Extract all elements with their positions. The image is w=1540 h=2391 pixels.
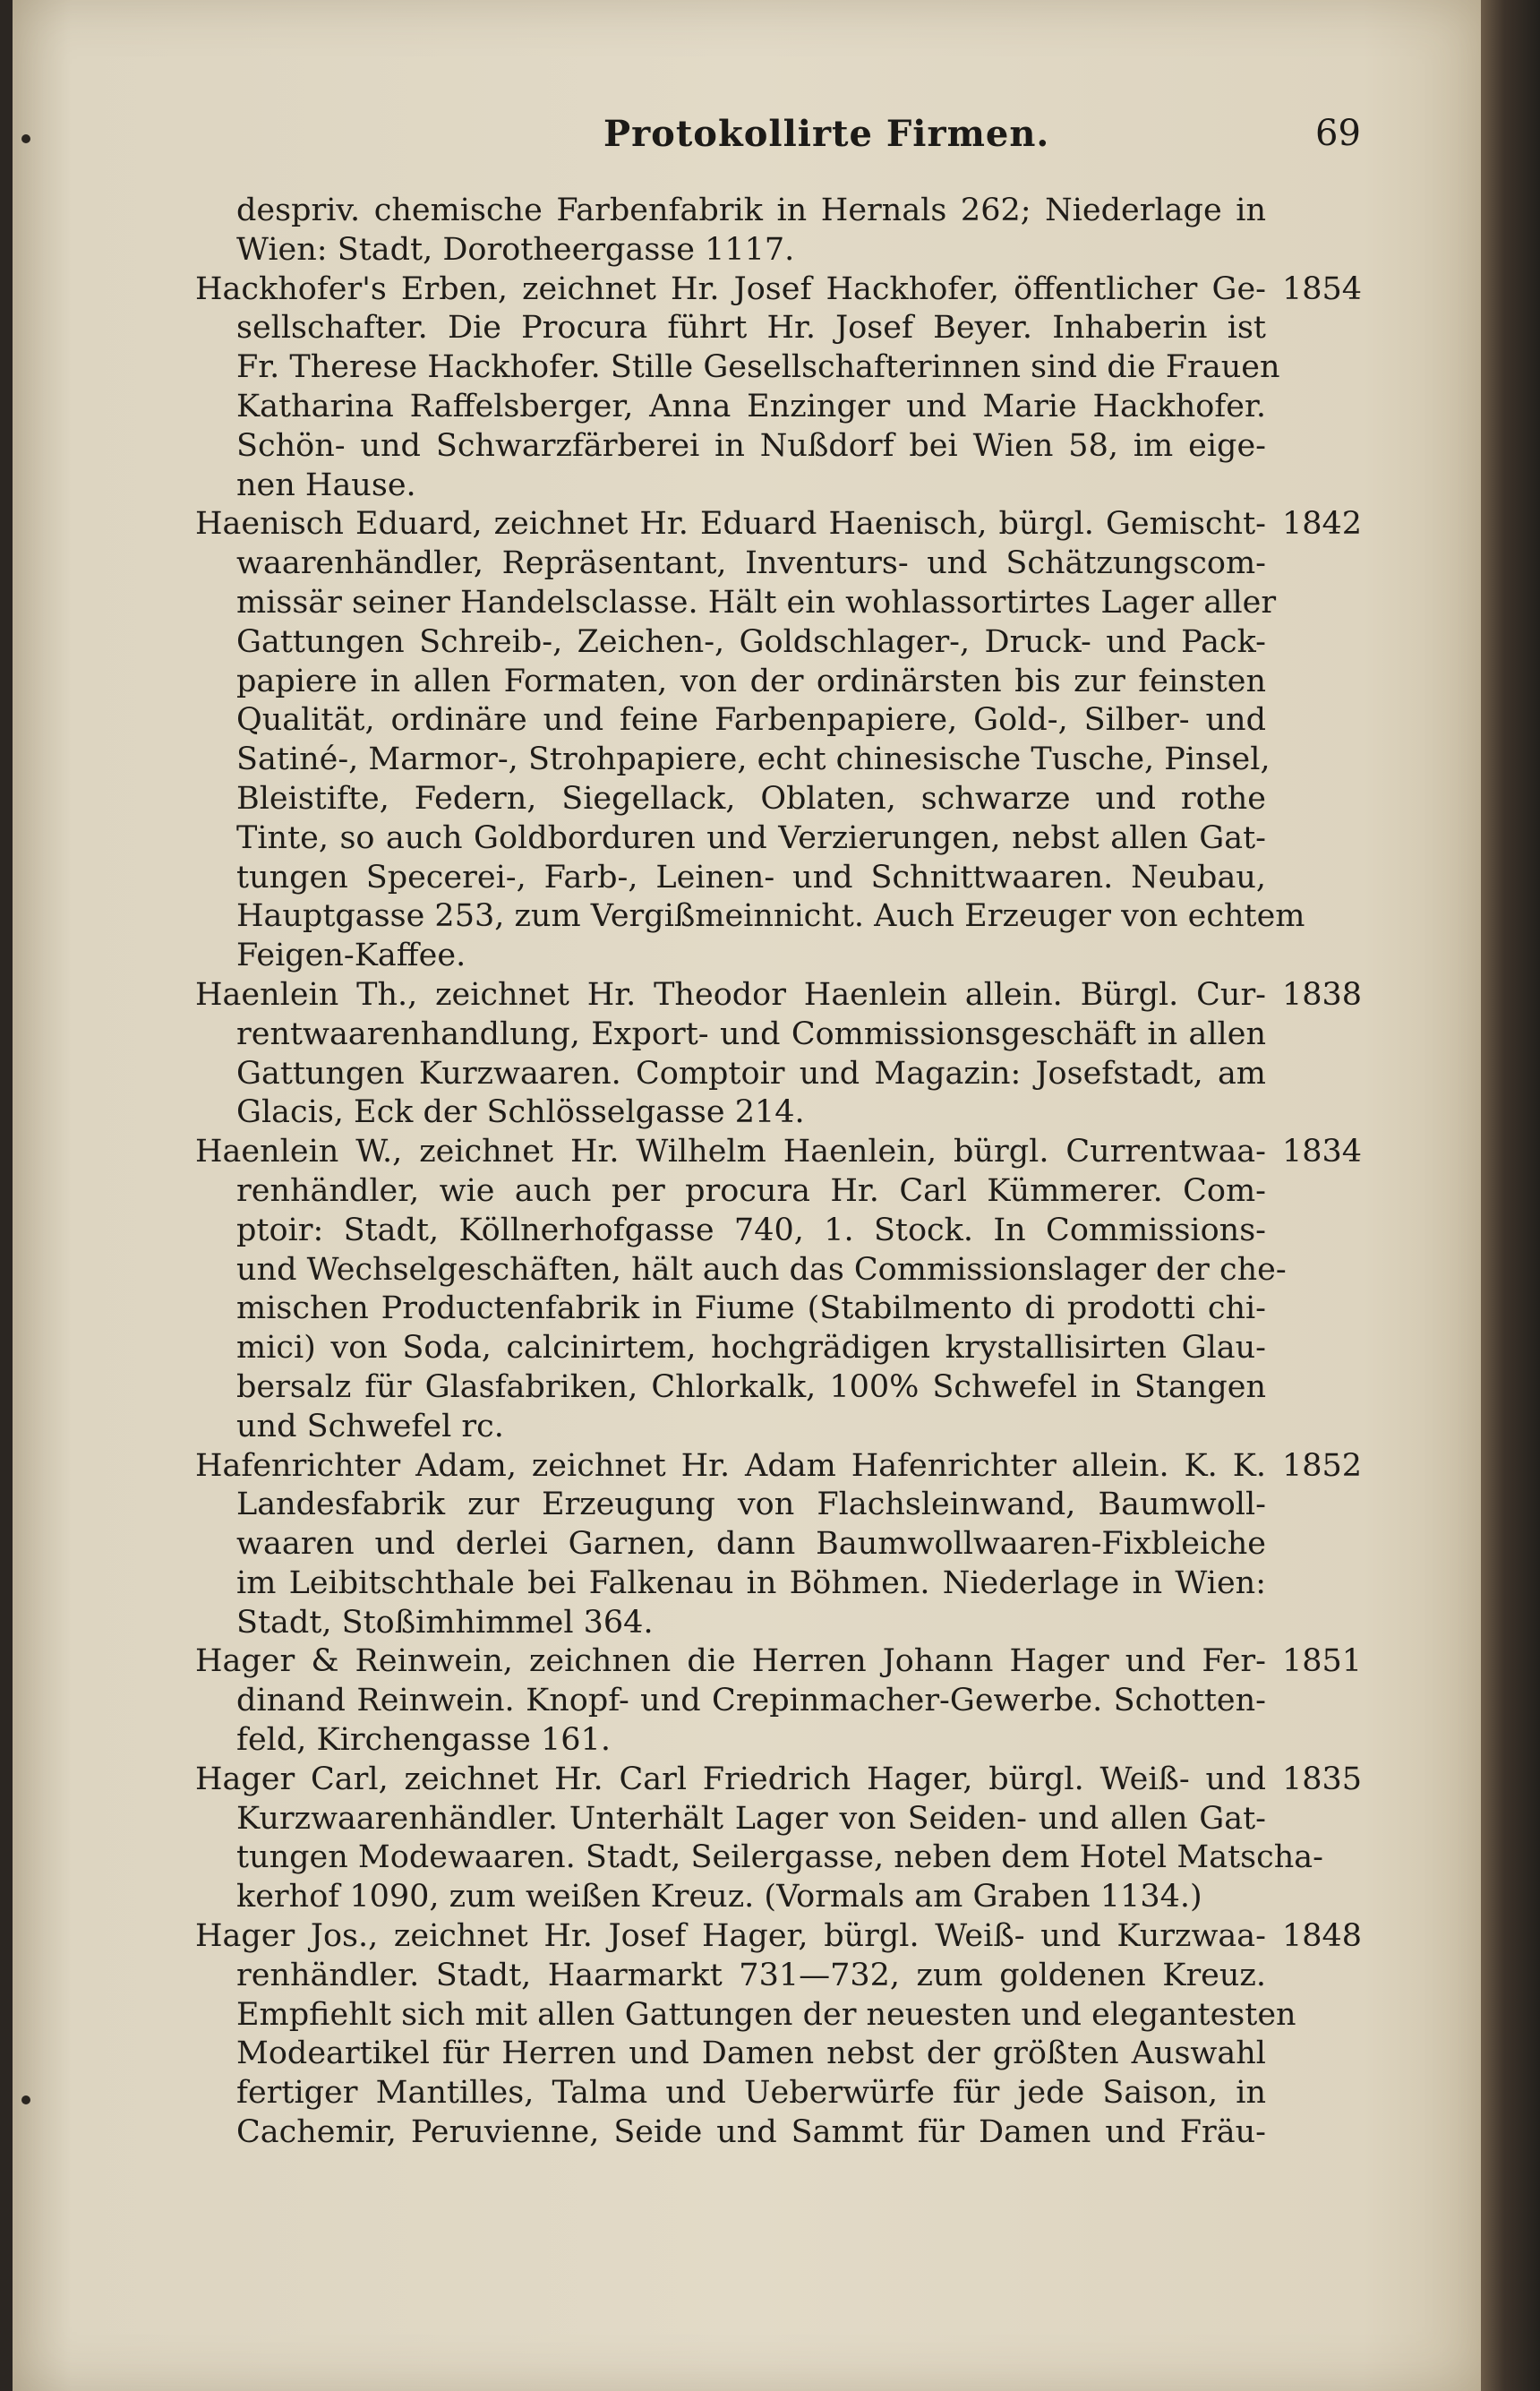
registration-year: 1851 <box>1282 1643 1363 1680</box>
entry-line <box>236 427 1266 467</box>
entry-line <box>236 1290 1266 1329</box>
page-number: 69 <box>1315 113 1361 154</box>
entry-line <box>236 192 1266 231</box>
entry-line <box>236 2113 1266 2153</box>
line-text: waaren und derlei Garnen, dann Baumwollwaaren-Fixbleiche <box>236 1526 1266 1563</box>
entry-first-line <box>195 1917 1363 1957</box>
firm-listing-text <box>195 192 1363 2153</box>
entry-line <box>236 388 1266 427</box>
line-text: papiere in allen Formaten, von der ordinärsten bis zur feinsten <box>236 663 1266 699</box>
entry-line <box>236 819 1266 859</box>
entry-line <box>236 544 1266 584</box>
line-text: Hager & Reinwein, zeichnen die Herren Johann Hager und Fer- <box>195 1643 1266 1680</box>
entry-line <box>236 2035 1266 2074</box>
line-text: Hafenrichter Adam, zeichnet Hr. Adam Hafenrichter allein. K. K. <box>195 1447 1266 1484</box>
line-text: ptoir: Stadt, Köllnerhofgasse 740, 1. Stock. In Commissions- <box>236 1212 1266 1248</box>
page-header <box>13 113 1481 158</box>
entry-line <box>236 1800 1266 1839</box>
entry-line <box>236 780 1266 819</box>
line-text: Kurzwaarenhändler. Unterhält Lager von Seiden- und allen Gat- <box>236 1800 1266 1837</box>
entry-first-line <box>195 1761 1363 1800</box>
book-page <box>13 0 1481 2391</box>
entry-line <box>236 467 1266 506</box>
book-spine <box>1481 0 1540 2391</box>
registration-year: 1852 <box>1282 1447 1363 1484</box>
entry-line <box>236 1957 1266 1996</box>
entry-line <box>236 741 1270 780</box>
line-text: rentwaarenhandlung, Export- und Commissionsgeschäft in allen <box>236 1016 1266 1052</box>
line-text: Fr. Therese Hackhofer. Stille Gesellschafterinnen sind die Frauen <box>236 349 1280 386</box>
line-text: Bleistifte, Federn, Siegellack, Oblaten, schwarze und rothe <box>236 780 1266 817</box>
line-text: Schön- und Schwarzfärberei in Nußdorf bei Wien 58, im eige- <box>236 427 1266 464</box>
line-text: missär seiner Handelsclasse. Hält ein wohlassortirtes Lager aller <box>236 584 1277 621</box>
registration-year: 1838 <box>1282 976 1363 1013</box>
line-text: bersalz für Glasfabriken, Chlorkalk, 100% Schwefel in Stangen <box>236 1368 1266 1405</box>
entry-line <box>236 1408 1266 1447</box>
line-text: Empfiehlt sich mit allen Gattungen der neuesten und elegantesten <box>236 1996 1296 2033</box>
line-text: tungen Specerei-, Farb-, Leinen- und Schnittwaaren. Neubau, <box>236 859 1266 896</box>
entry-line <box>236 937 1266 976</box>
line-text: mici) von Soda, calcinirtem, hochgrädigen krystallisirten Glau- <box>236 1330 1266 1367</box>
line-text: tungen Modewaaren. Stadt, Seilergasse, neben dem Hotel Matscha- <box>236 1839 1323 1876</box>
entry-line <box>236 1016 1266 1055</box>
line-text: Wien: Stadt, Dorotheergasse 1117. <box>236 231 795 268</box>
line-text: Haenisch Eduard, zeichnet Hr. Eduard Haenisch, bürgl. Gemischt- <box>195 506 1266 543</box>
line-text: Landesfabrik zur Erzeugung von Flachsleinwand, Baumwoll- <box>236 1487 1266 1523</box>
line-text: sellschafter. Die Procura führt Hr. Josef Beyer. Inhaberin ist <box>236 310 1266 347</box>
entry-line <box>236 663 1266 702</box>
line-text: Glacis, Eck der Schlösselgasse 214. <box>236 1094 805 1131</box>
line-text: Qualität, ordinäre und feine Farbenpapiere, Gold-, Silber- und <box>236 702 1266 739</box>
line-text: Hackhofer's Erben, zeichnet Hr. Josef Hackhofer, öffentlicher Ge- <box>195 270 1266 307</box>
line-text: Gattungen Schreib-, Zeichen-, Goldschlager-, Druck- und Pack- <box>236 623 1266 660</box>
line-text: Hauptgasse 253, zum Vergißmeinnicht. Auch Erzeuger von echtem <box>236 898 1305 935</box>
line-text: kerhof 1090, zum weißen Kreuz. (Vormals am Graben 1134.) <box>236 1879 1202 1915</box>
entry-line <box>236 2074 1266 2113</box>
line-text: und Schwefel rc. <box>236 1408 504 1444</box>
registration-year: 1842 <box>1282 506 1363 543</box>
entry-line <box>236 1996 1296 2035</box>
entry-line <box>236 1172 1266 1212</box>
line-text: feld, Kirchengasse 161. <box>236 1722 611 1759</box>
binding-hole <box>21 2095 30 2104</box>
entry-line <box>236 623 1266 663</box>
line-text: mischen Productenfabrik in Fiume (Stabilmento di prodotti chi- <box>236 1290 1266 1327</box>
entry-line <box>236 309 1266 348</box>
entry-line <box>236 1212 1266 1251</box>
entry-first-line <box>195 976 1363 1016</box>
running-title: Protokollirte Firmen. <box>603 113 1050 155</box>
line-text: Haenlein W., zeichnet Hr. Wilhelm Haenlein, bürgl. Currentwaa- <box>195 1134 1266 1170</box>
line-text: und Wechselgeschäften, hält auch das Commissionslager der che- <box>236 1251 1287 1288</box>
entry-line <box>236 1093 1266 1133</box>
entry-line <box>236 348 1280 388</box>
entry-line <box>236 1251 1287 1290</box>
line-text: Feigen-Kaffee. <box>236 938 466 974</box>
line-text: Hager Carl, zeichnet Hr. Carl Friedrich Hager, bürgl. Weiß- und <box>195 1761 1266 1797</box>
entry-first-line <box>195 1642 1363 1682</box>
line-text: Tinte, so auch Goldborduren und Verzierungen, nebst allen Gat- <box>236 819 1266 856</box>
entry-line <box>236 1055 1266 1094</box>
entry-line <box>236 1525 1266 1564</box>
entry-line <box>236 859 1266 898</box>
line-text: dinand Reinwein. Knopf- und Crepinmacher-Gewerbe. Schotten- <box>236 1683 1266 1719</box>
line-text: Gattungen Kurzwaaren. Comptoir und Magazin: Josefstadt, am <box>236 1055 1266 1092</box>
line-text: waarenhändler, Repräsentant, Inventurs- und Schätzungscom- <box>236 545 1266 582</box>
entry-line <box>236 1838 1323 1878</box>
entry-line <box>236 1329 1266 1368</box>
entry-line <box>236 584 1277 623</box>
line-text: Hager Jos., zeichnet Hr. Josef Hager, bürgl. Weiß- und Kurzwaa- <box>195 1918 1266 1955</box>
line-text: fertiger Mantilles, Talma und Ueberwürfe für jede Saison, in <box>236 2075 1266 2112</box>
line-text: im Leibitschthale bei Falkenau in Böhmen. Niederlage in Wien: <box>236 1564 1266 1601</box>
entry-line <box>236 1682 1266 1721</box>
entry-line <box>236 1721 1266 1761</box>
entry-line <box>236 1486 1266 1525</box>
entry-first-line <box>195 1133 1363 1172</box>
entry-line <box>236 1368 1266 1408</box>
entry-line <box>236 231 1266 270</box>
line-text: Satiné-, Marmor-, Strohpapiere, echt chinesische Tusche, Pinsel, <box>236 741 1270 778</box>
entry-first-line <box>195 1447 1363 1487</box>
registration-year: 1854 <box>1282 270 1363 307</box>
line-text: Stadt, Stoßimhimmel 364. <box>236 1604 654 1641</box>
entry-line <box>236 1604 1266 1643</box>
entry-line <box>236 1878 1266 1917</box>
line-text: renhändler. Stadt, Haarmarkt 731—732, zum goldenen Kreuz. <box>236 1957 1266 1993</box>
registration-year: 1834 <box>1282 1134 1363 1170</box>
line-text: despriv. chemische Farbenfabrik in Hernals 262; Niederlage in <box>236 193 1266 228</box>
line-text: Haenlein Th., zeichnet Hr. Theodor Haenlein allein. Bürgl. Cur- <box>195 976 1266 1013</box>
line-text: Katharina Raffelsberger, Anna Enzinger und Marie Hackhofer. <box>236 388 1266 424</box>
entry-line <box>236 701 1266 741</box>
registration-year: 1848 <box>1282 1918 1363 1955</box>
entry-first-line <box>195 270 1363 310</box>
entry-line <box>236 1564 1266 1604</box>
registration-year: 1835 <box>1282 1761 1363 1797</box>
entry-first-line <box>195 505 1363 544</box>
line-text: renhändler, wie auch per procura Hr. Carl Kümmerer. Com- <box>236 1172 1266 1209</box>
line-text: Cachemir, Peruvienne, Seide und Sammt für Damen und Fräu- <box>236 2114 1266 2151</box>
entry-line <box>236 897 1305 937</box>
line-text: nen Hause. <box>236 467 416 503</box>
line-text: Modeartikel für Herren und Damen nebst der größten Auswahl <box>236 2035 1266 2072</box>
